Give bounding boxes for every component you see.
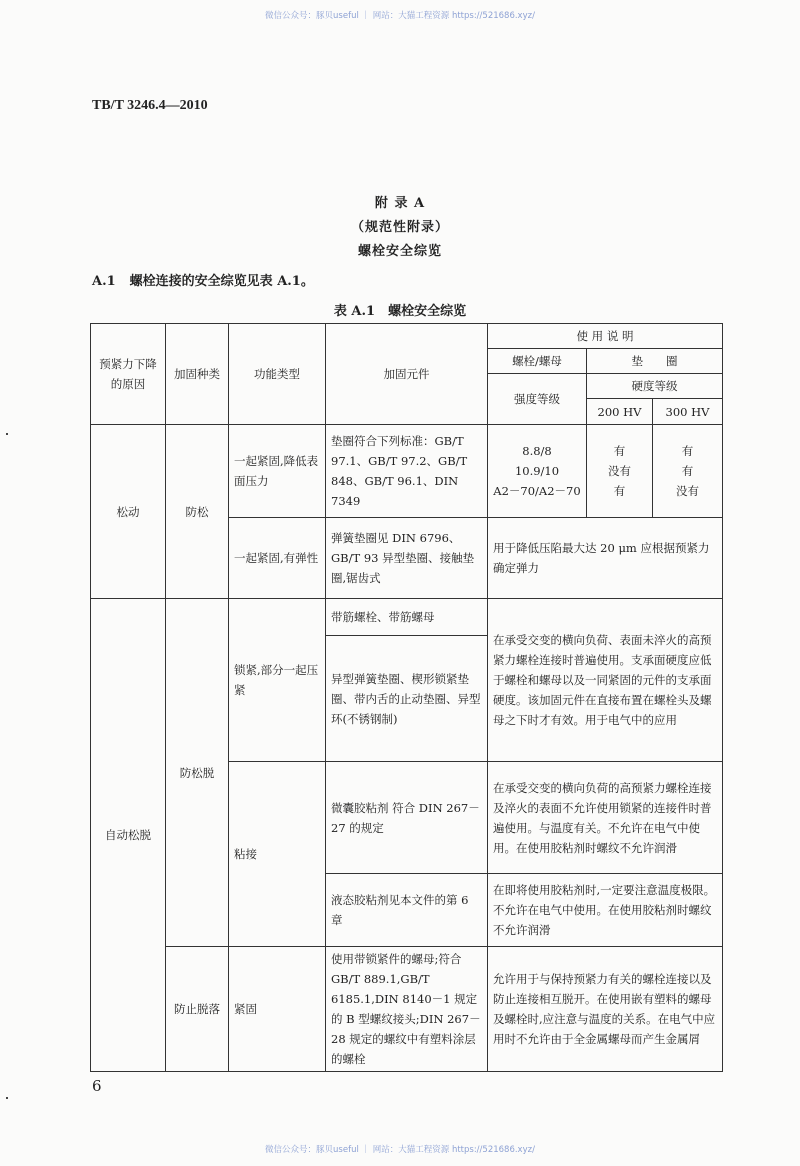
header-usage: 使 用 说 明 — [488, 324, 723, 349]
bolt-safety-table — [90, 323, 723, 1072]
header-strength: 强度等级 — [488, 374, 587, 425]
table-row — [91, 425, 723, 518]
cell-reinforce: 防松 — [166, 425, 229, 599]
cell-cause: 松动 — [91, 425, 166, 599]
cell-description: 在承受交变的横向负荷、表面未淬火的高预紧力螺栓连接时普遍使用。支承面硬度应低于螺栓和螺母以及一同紧固的元件的支承面硬度。该加固元件在直接布置在螺栓头及螺母之下时才有效。用于电气中的应用 — [488, 599, 723, 762]
cell-cause: 自动松脱 — [91, 599, 166, 1072]
section-heading — [92, 270, 328, 289]
appendix-type: （规范性附录） — [350, 220, 449, 235]
header-hv200: 200 HV — [587, 399, 653, 425]
header-hardness: 硬度等级 — [587, 374, 723, 399]
cell-element: 微囊胶粘剂 符合 DIN 267－27 的规定 — [326, 762, 488, 874]
cell-element: 弹簧垫圈见 DIN 6796、GB/T 93 异型垫圈、接触垫圈,锯齿式 — [326, 518, 488, 599]
watermark-top: 微信公众号：豚贝useful ｜ 网站：大猫工程资源 https://521686.xyz/ — [265, 11, 535, 21]
header-bolt-nut: 螺栓/螺母 — [488, 349, 587, 374]
scan-speck — [6, 1097, 8, 1099]
strength-value: 10.9/10 — [514, 464, 560, 478]
cell-hv300 — [653, 425, 723, 518]
cell-function: 一起紧固,降低表面压力 — [229, 425, 326, 518]
hv300-value: 没有 — [676, 484, 699, 498]
strength-value: 8.8/8 — [522, 444, 552, 458]
cell-function: 一起紧固,有弹性 — [229, 518, 326, 599]
scan-speck — [6, 433, 8, 435]
hv200-value: 有 — [613, 444, 626, 458]
section-number: A.1 — [92, 274, 116, 289]
hv300-value: 有 — [681, 464, 694, 478]
hv300-value: 有 — [681, 444, 694, 458]
standard-number: TB/T 3246.4—2010 — [92, 98, 208, 113]
header-hv300: 300 HV — [653, 399, 723, 425]
cell-function: 锁紧,部分一起压紧 — [229, 599, 326, 762]
table-row — [91, 599, 723, 636]
cell-element: 垫圈符合下列标准：GB/T 97.1、GB/T 97.2、GB/T 848、GB/T 96.1、DIN 7349 — [326, 425, 488, 518]
cell-description: 允许用于与保持预紧力有关的螺栓连接以及防止连接相互脱开。在使用嵌有塑料的螺母及螺栓时,应注意与温度的关系。在电气中应用时不允许由于全金属螺母而产生金属屑 — [488, 947, 723, 1072]
cell-element: 使用带锁紧件的螺母;符合 GB/T 889.1,GB/T 6185.1,DIN 8140－1 规定的 B 型螺纹接头;DIN 267－28 规定的螺纹中有塑料涂层的螺栓 — [326, 947, 488, 1072]
cell-reinforce: 防松脱 — [166, 599, 229, 947]
strength-value: A2－70/A2－70 — [493, 484, 581, 498]
hv200-value: 没有 — [608, 464, 631, 478]
page-number: 6 — [92, 1077, 102, 1095]
section-text: 螺栓连接的安全综览见表 A.1。 — [129, 274, 314, 289]
cell-strength — [488, 425, 587, 518]
cell-hv200 — [587, 425, 653, 518]
cell-description: 在承受交变的横向负荷的高预紧力螺栓连接及淬火的表面不允许使用锁紧的连接件时普遍使用。与温度有关。不允许在电气中使用。在使用胶粘剂时螺纹不允许润滑 — [488, 762, 723, 874]
header-function-type: 功能类型 — [229, 324, 326, 425]
table-row — [91, 947, 723, 1072]
cell-reinforce: 防止脱落 — [166, 947, 229, 1072]
table-caption: 表 A.1 螺栓安全综览 — [333, 304, 467, 319]
watermark-bottom: 微信公众号：豚贝useful ｜ 网站：大猫工程资源 https://521686.xyz/ — [265, 1145, 535, 1155]
cell-element: 带筋螺栓、带筋螺母 — [326, 599, 488, 636]
cell-description: 在即将使用胶粘剂时,一定要注意温度极限。不允许在电气中使用。在使用胶粘剂时螺纹不允许润滑 — [488, 874, 723, 947]
cell-description: 用于降低压陷最大达 20 μm 应根据预紧力确定弹力 — [488, 518, 723, 599]
header-reinforce-type: 加固种类 — [166, 324, 229, 425]
header-washer: 垫 圈 — [587, 349, 723, 374]
cell-element: 液态胶粘剂见本文件的第 6 章 — [326, 874, 488, 947]
hv200-value: 有 — [613, 484, 626, 498]
cell-function: 粘接 — [229, 762, 326, 947]
header-cause: 预紧力下降的原因 — [91, 324, 166, 425]
cell-function: 紧固 — [229, 947, 326, 1072]
header-element: 加固元件 — [326, 324, 488, 425]
cell-element: 异型弹簧垫圈、楔形锁紧垫圈、带内舌的止动垫圈、异型环(不锈钢制) — [326, 636, 488, 762]
appendix-title: 附 录 A — [374, 196, 426, 211]
appendix-name: 螺栓安全综览 — [357, 244, 442, 259]
